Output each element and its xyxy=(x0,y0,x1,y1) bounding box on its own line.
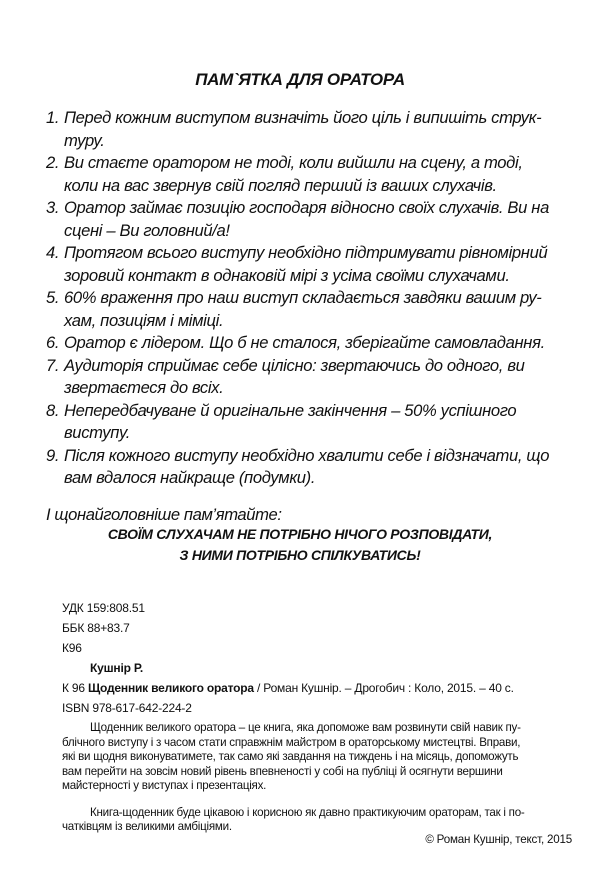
entry-code: К 96 xyxy=(62,681,85,695)
annotation xyxy=(62,721,574,835)
entry-details: / Роман Кушнір. – Дрогобич : Коло, 2015. – 40 с. xyxy=(253,681,514,695)
item-number: 5. xyxy=(46,288,60,307)
item-number: 1. xyxy=(46,108,60,127)
item-text: туру. xyxy=(64,130,105,150)
catalog-entry xyxy=(62,681,514,695)
isbn: ISBN 978-617-642-224-2 xyxy=(62,701,192,715)
list-item xyxy=(46,355,576,400)
book-title: Щоденник великого оратора xyxy=(88,681,254,695)
item-text: Протягом всього виступу необхідно підтримувати рівномірний xyxy=(64,243,548,262)
list-item xyxy=(46,152,576,197)
list-item xyxy=(46,287,576,332)
annotation-line: які ви щодня виконуватимете, так само які завдання на тиждень і на місяць, допоможуть xyxy=(62,750,519,763)
item-text: вам вдалося найкраще (подумки). xyxy=(64,468,316,487)
author-name: Кушнір Р. xyxy=(90,661,143,675)
annotation-line: Щоденник великого оратора – це книга, яка допоможе вам розвинути свій навик пу- xyxy=(90,721,521,734)
item-number: 4. xyxy=(46,243,60,262)
slogan-line: З НИМИ ПОТРІБНО СПІЛКУВАТИСЬ! xyxy=(179,547,421,563)
item-text: 60% враження про наш виступ складається завдяки вашим ру- xyxy=(64,288,542,307)
item-text: Оратор є лідером. Що б не сталося, зберігайте самовладання. xyxy=(64,333,545,352)
remember-note: І щонайголовніше пам’ятайте: xyxy=(46,505,282,524)
item-text: звертаєтеся до всіх. xyxy=(64,378,224,397)
list-item xyxy=(46,400,576,445)
item-text: виступу. xyxy=(64,423,131,442)
item-text: коли на вас звернув свій погляд перший із ваших слухачів. xyxy=(64,175,497,195)
annotation-line: вам перейти на зовсім новий рівень впевненості у собі на публіці й осягнути вершини xyxy=(62,764,503,778)
item-number: 2. xyxy=(46,153,60,172)
item-text: Перед кожним виступом визначіть його ціль і випишіть струк- xyxy=(64,108,542,127)
item-number: 3. xyxy=(46,198,60,217)
item-text: зоровий контакт в однаковій мірі з усіма своїми слухачами. xyxy=(64,265,510,285)
item-text: Після кожного виступу необхідно хвалити себе і відзначати, що xyxy=(64,445,550,465)
list-item xyxy=(46,445,576,490)
author-mark: К96 xyxy=(62,641,82,655)
item-text: хам, позиціям і міміці. xyxy=(64,310,224,330)
item-text: сцені – Ви головний/а! xyxy=(64,220,230,240)
item-number: 9. xyxy=(46,445,60,465)
item-number: 6. xyxy=(46,333,60,352)
bbk-code: ББК 88+83.7 xyxy=(62,621,130,635)
annotation-line: Книга-щоденник буде цікавою і корисною як давно практикуючим ораторам, так і по- xyxy=(90,805,525,819)
tips-list xyxy=(46,107,576,490)
item-text: Аудиторія сприймає себе цілісно: звертаючись до одного, ви xyxy=(64,355,525,375)
item-text: Оратор займає позицію господаря відносно своїх слухачів. Ви на xyxy=(64,198,549,217)
list-item xyxy=(46,332,576,355)
item-number: 8. xyxy=(46,400,60,420)
list-item xyxy=(46,197,576,242)
item-text: Ви стаєте оратором не тоді, коли вийшли на сцену, а тоді, xyxy=(64,153,523,172)
annotation-line: майстерності у виступах і презентаціях. xyxy=(62,779,267,792)
list-item xyxy=(46,107,576,152)
item-number: 7. xyxy=(46,355,60,375)
annotation-line: блічного виступу і з часом стати справжнім майстром в ораторському мистецтві. Вправи, xyxy=(62,735,521,749)
page-title: ПАМ`ЯТКА ДЛЯ ОРАТОРА xyxy=(195,70,405,89)
slogan-line: СВОЇМ СЛУХАЧАМ НЕ ПОТРІБНО НІЧОГО РОЗПОВІДАТИ, xyxy=(107,526,493,542)
annotation-line: чатківцям із великими амбіціями. xyxy=(62,820,232,833)
list-item xyxy=(46,242,576,287)
udk-code: УДК 159:808.51 xyxy=(62,601,145,615)
copyright: © Роман Кушнір, текст, 2015 xyxy=(425,833,572,846)
item-text: Непередбачуване й оригінальне закінчення – 50% успішного xyxy=(64,400,517,420)
